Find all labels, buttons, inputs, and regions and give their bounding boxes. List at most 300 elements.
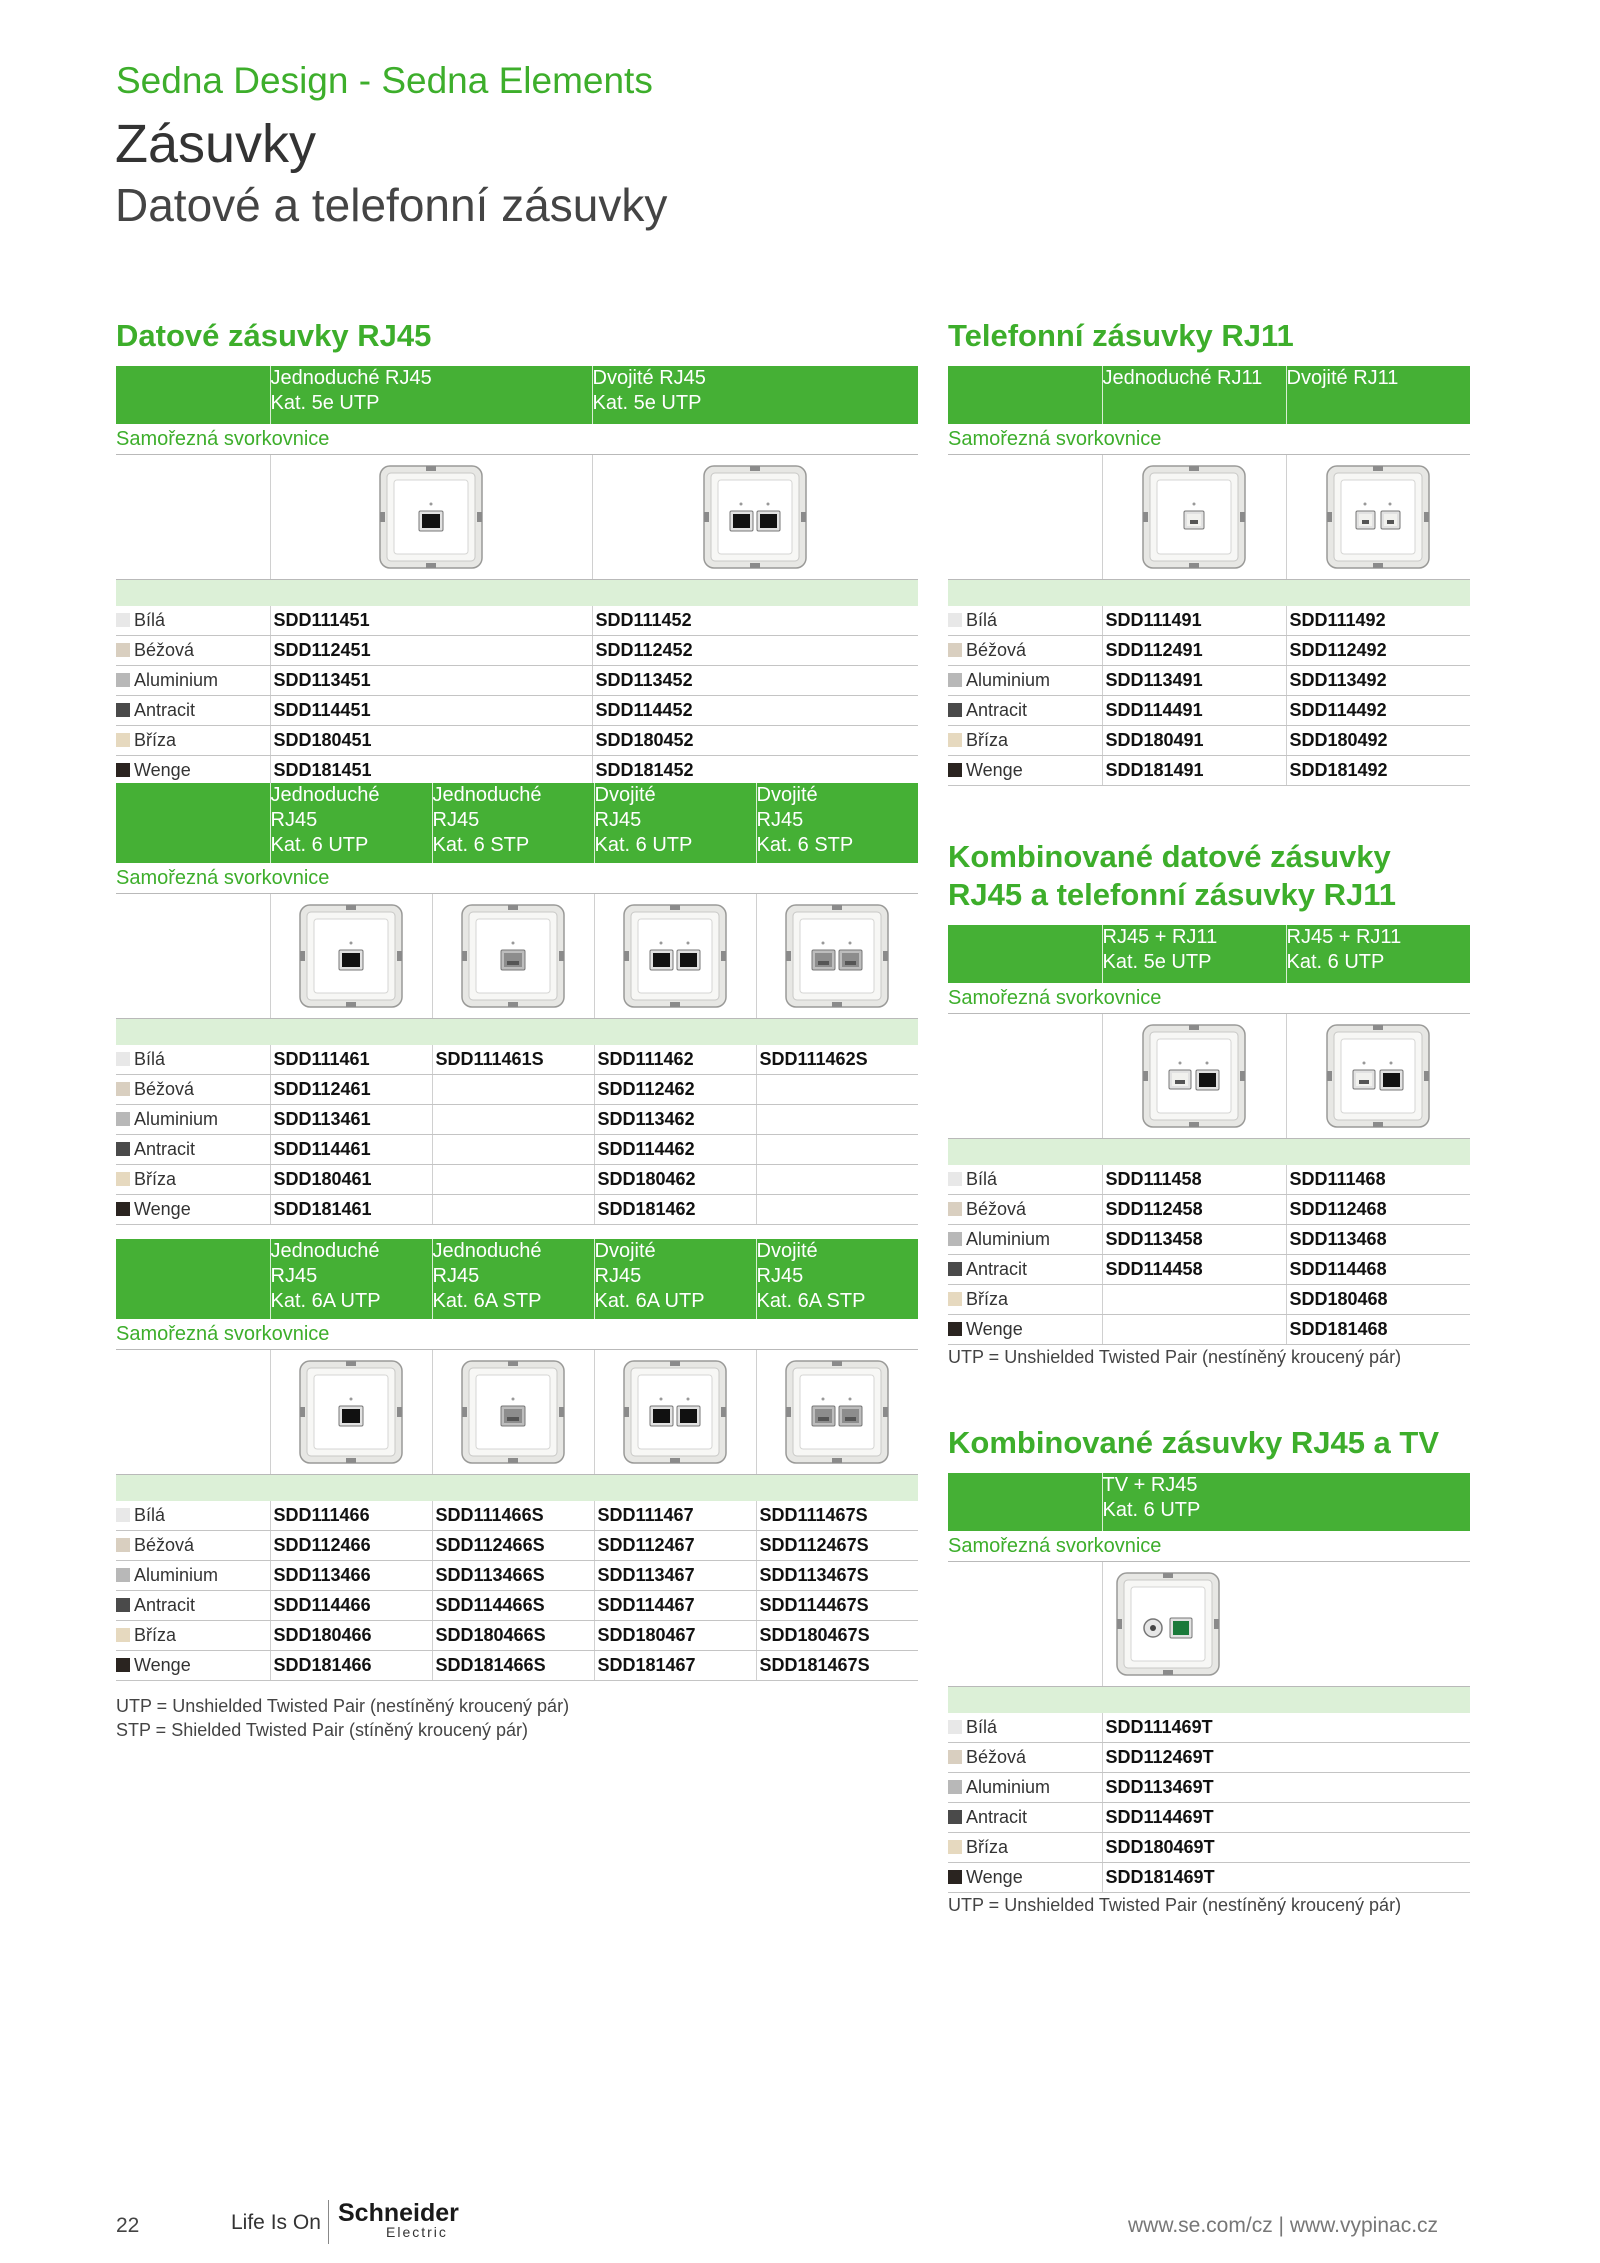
color-label [948,726,1102,756]
color-swatch [116,1538,130,1552]
color-label [948,606,1102,636]
rj45-cat6a-header-0: Jednoduché RJ45 Kat. 6A UTP [270,1239,432,1319]
color-label [948,1315,1102,1345]
rj45-cat6a-socket-image-3 [756,1350,918,1475]
product-code [756,1165,918,1195]
table-row [948,1285,1470,1315]
color-swatch [116,1172,130,1186]
table-row [948,1833,1470,1863]
color-name: Aluminium [966,670,1051,690]
color-swatch [948,1840,962,1854]
footer-divider [328,2200,329,2244]
color-label [948,756,1102,786]
rj11-header-1: Dvojité RJ11 [1286,366,1470,424]
product-code: SDD113492 [1286,666,1470,696]
color-swatch [116,1628,130,1642]
color-swatch [116,613,130,627]
product-code: SDD181452 [592,756,918,786]
color-swatch [116,1508,130,1522]
table-row [116,1651,918,1681]
product-code: SDD114462 [594,1135,756,1165]
rj45-note-stp: STP = Shielded Twisted Pair (stíněný kroucený pár) [116,1720,529,1740]
rj45-cat6-header-3: Dvojité RJ45 Kat. 6 STP [756,783,918,863]
rj45-cat5e-header-0: Jednoduché RJ45 Kat. 5e UTP [270,366,592,424]
rj45-cat6-socket-image-2 [594,894,756,1019]
table-row [116,1621,918,1651]
product-code: SDD112491 [1102,636,1286,666]
table-row [948,1773,1470,1803]
logo-sub-text: Electric [386,2224,448,2240]
table-row [948,1743,1470,1773]
product-code: SDD181469T [1102,1863,1470,1893]
color-name: Aluminium [134,1565,219,1585]
product-code: SDD112451 [270,636,592,666]
rj45-cat5e-socket-image-1 [592,455,918,580]
color-name: Antracit [966,700,1028,720]
table-row [948,1255,1470,1285]
color-label [948,1225,1102,1255]
table-row [948,1863,1470,1893]
rj45-cat5e-header-1: Dvojité RJ45 Kat. 5e UTP [592,366,918,424]
product-code: SDD113467S [756,1561,918,1591]
product-code [756,1105,918,1135]
product-code: SDD113452 [592,666,918,696]
product-code: SDD112462 [594,1075,756,1105]
product-code: SDD114467 [594,1591,756,1621]
color-swatch [948,1172,962,1186]
color-swatch [948,1720,962,1734]
color-name: Aluminium [134,1109,219,1129]
product-code: SDD112469T [1102,1743,1470,1773]
color-label [948,1803,1102,1833]
color-name: Antracit [966,1259,1028,1279]
rj45-cat6-socket-image-1 [432,894,594,1019]
color-name: Béžová [966,640,1027,660]
color-name: Wenge [966,760,1023,780]
tv-header-blank [948,1473,1102,1531]
rj45-cat6-header-0: Jednoduché RJ45 Kat. 6 UTP [270,783,432,863]
brand-heading: Sedna Design - Sedna Elements [116,60,653,101]
color-name: Bílá [966,1717,998,1737]
color-swatch [116,1082,130,1096]
rj45-cat6a-header-3: Dvojité RJ45 Kat. 6A STP [756,1239,918,1319]
product-code: SDD111469T [1102,1713,1470,1743]
table-row [116,1105,918,1135]
rj11-header-blank [948,366,1102,424]
color-label [116,1195,270,1225]
product-code: SDD180466 [270,1621,432,1651]
color-label [116,756,270,786]
page-subtitle: Datové a telefonní zásuvky [115,179,668,231]
combo-spacer [948,1139,1470,1166]
product-code: SDD180462 [594,1165,756,1195]
rj45-cat6a-socket-image-1 [432,1350,594,1475]
table-row [948,696,1470,726]
logo-main-text: Schneider [338,2199,459,2227]
table-row [948,666,1470,696]
color-name: Wenge [134,1199,191,1219]
color-swatch [948,733,962,747]
combo-socket-image-0 [1102,1014,1286,1139]
color-label [116,1531,270,1561]
rj45-cat5e-header-blank [116,366,270,424]
table-row [948,756,1470,786]
product-code [432,1075,594,1105]
combo-table [948,925,1470,1345]
color-label [948,696,1102,726]
color-name: Béžová [134,640,195,660]
rj11-terminal-label: Samořezná svorkovnice [948,424,1470,455]
color-label [116,1561,270,1591]
product-code: SDD111462 [594,1045,756,1075]
life-is-on-logo: Life Is On [231,2211,321,2234]
rj11-spacer [948,580,1470,607]
combo-note: UTP = Unshielded Twisted Pair (nestíněný kroucený pár) [948,1347,1402,1367]
table-row [116,1591,918,1621]
table-row [948,606,1470,636]
rj45-cat6a-socket-image-0 [270,1350,432,1475]
color-swatch [948,1810,962,1824]
color-swatch [948,643,962,657]
tv-header-0: TV + RJ45 Kat. 6 UTP [1102,1473,1470,1531]
combo-terminal-label: Samořezná svorkovnice [948,983,1470,1014]
color-label [116,636,270,666]
color-swatch [116,1112,130,1126]
product-code: SDD180452 [592,726,918,756]
schneider-logo [338,2199,459,2240]
product-code: SDD180467S [756,1621,918,1651]
product-code [432,1195,594,1225]
color-name: Wenge [966,1867,1023,1887]
product-code: SDD114466 [270,1591,432,1621]
rj45-cat5e-spacer [116,580,918,607]
color-name: Bílá [134,1049,166,1069]
product-code: SDD180451 [270,726,592,756]
table-row [116,1195,918,1225]
table-row [116,636,918,666]
table-row [116,1561,918,1591]
rj45-cat6a-socket-image-2 [594,1350,756,1475]
product-code: SDD112458 [1102,1195,1286,1225]
color-swatch [948,1262,962,1276]
product-code: SDD181466 [270,1651,432,1681]
product-code: SDD114452 [592,696,918,726]
color-swatch [116,1598,130,1612]
color-name: Bílá [134,610,166,630]
product-code: SDD114451 [270,696,592,726]
table-row [116,1501,918,1531]
color-name: Bříza [134,1625,177,1645]
product-code: SDD113468 [1286,1225,1470,1255]
product-code: SDD113466S [432,1561,594,1591]
product-code: SDD114492 [1286,696,1470,726]
rj45-cat6a-header-2: Dvojité RJ45 Kat. 6A UTP [594,1239,756,1319]
color-label [116,696,270,726]
color-name: Bříza [134,1169,177,1189]
color-label [948,1165,1102,1195]
combo-header-blank [948,925,1102,983]
rj45-table-cat6 [116,783,918,1225]
color-swatch [948,1232,962,1246]
color-label [116,1075,270,1105]
product-code: SDD114466S [432,1591,594,1621]
color-swatch [948,1292,962,1306]
product-code: SDD181461 [270,1195,432,1225]
product-code: SDD180468 [1286,1285,1470,1315]
product-code: SDD181451 [270,756,592,786]
color-label [116,1591,270,1621]
product-code: SDD111458 [1102,1165,1286,1195]
color-name: Wenge [966,1319,1023,1339]
product-code: SDD111462S [756,1045,918,1075]
table-row [116,1531,918,1561]
rj45-cat6-header-blank [116,783,270,863]
color-swatch [116,673,130,687]
color-swatch [116,703,130,717]
rj45-cat5e-socket-image-0 [270,455,592,580]
product-code [432,1105,594,1135]
rj45-cat6-socket-image-3 [756,894,918,1019]
color-name: Antracit [966,1807,1028,1827]
table-row [116,1165,918,1195]
color-label [116,1651,270,1681]
product-code [756,1195,918,1225]
product-code: SDD111468 [1286,1165,1470,1195]
color-swatch [116,1202,130,1216]
product-code: SDD180467 [594,1621,756,1651]
product-code: SDD181467S [756,1651,918,1681]
color-swatch [116,1142,130,1156]
product-code: SDD113462 [594,1105,756,1135]
product-code: SDD111461S [432,1045,594,1075]
product-code: SDD181466S [432,1651,594,1681]
table-row [948,1225,1470,1255]
color-label [116,1135,270,1165]
color-swatch [116,643,130,657]
product-code: SDD112468 [1286,1195,1470,1225]
color-swatch [948,763,962,777]
rj45-cat6a-spacer [116,1475,918,1502]
rj11-header-0: Jednoduché RJ11 [1102,366,1286,424]
website-links: www.se.com/cz | www.vypinac.cz [1128,2214,1439,2237]
tv-note: UTP = Unshielded Twisted Pair (nestíněný kroucený pár) [948,1895,1402,1915]
product-code [1102,1315,1286,1345]
product-code: SDD113466 [270,1561,432,1591]
table-row [116,756,918,786]
product-code: SDD180469T [1102,1833,1470,1863]
color-label [948,1773,1102,1803]
rj45-cat5e-terminal-label: Samořezná svorkovnice [116,424,918,455]
color-name: Aluminium [966,1229,1051,1249]
product-code: SDD114461 [270,1135,432,1165]
product-code: SDD112467S [756,1531,918,1561]
rj45-cat6-header-1: Jednoduché RJ45 Kat. 6 STP [432,783,594,863]
rj45-cat6-spacer [116,1019,918,1046]
product-code: SDD114469T [1102,1803,1470,1833]
color-name: Bílá [966,1169,998,1189]
product-code: SDD112466 [270,1531,432,1561]
rj11-socket-image-0 [1102,455,1286,580]
product-code: SDD112467 [594,1531,756,1561]
product-code: SDD111467 [594,1501,756,1531]
product-code: SDD113461 [270,1105,432,1135]
product-code: SDD112466S [432,1531,594,1561]
color-label [948,636,1102,666]
product-code: SDD181467 [594,1651,756,1681]
color-label [948,1285,1102,1315]
combo-header-1: RJ45 + RJ11 Kat. 6 UTP [1286,925,1470,983]
color-name: Béžová [966,1747,1027,1767]
color-label [948,1195,1102,1225]
color-name: Bříza [966,1837,1009,1857]
product-code: SDD111467S [756,1501,918,1531]
product-code: SDD111451 [270,606,592,636]
color-swatch [116,733,130,747]
rj45-cat6a-header-1: Jednoduché RJ45 Kat. 6A STP [432,1239,594,1319]
table-row [948,1195,1470,1225]
color-swatch [116,1052,130,1066]
product-code: SDD180461 [270,1165,432,1195]
product-code: SDD113451 [270,666,592,696]
tv-spacer [948,1687,1470,1714]
color-label [948,1713,1102,1743]
product-code: SDD180491 [1102,726,1286,756]
table-row [116,726,918,756]
color-name: Wenge [134,1655,191,1675]
color-name: Antracit [134,1595,196,1615]
product-code: SDD181491 [1102,756,1286,786]
rj45-table-cat5e [116,366,918,786]
rj45-cat6a-header-blank [116,1239,270,1319]
rj45-section-title: Datové zásuvky RJ45 [116,318,432,353]
rj45-cat6-terminal-label: Samořezná svorkovnice [116,863,918,894]
combo-section-title-line1: Kombinované datové zásuvky [948,839,1391,874]
rj45-cat6a-terminal-label: Samořezná svorkovnice [116,1319,918,1350]
product-code: SDD180466S [432,1621,594,1651]
table-row [948,636,1470,666]
color-name: Aluminium [966,1777,1051,1797]
color-swatch [116,763,130,777]
color-label [116,1501,270,1531]
product-code: SDD113469T [1102,1773,1470,1803]
table-row [948,726,1470,756]
table-row [116,1135,918,1165]
product-code: SDD181462 [594,1195,756,1225]
color-label [948,1743,1102,1773]
product-code: SDD114467S [756,1591,918,1621]
table-row [948,1713,1470,1743]
product-code: SDD112492 [1286,636,1470,666]
product-code: SDD111461 [270,1045,432,1075]
color-name: Aluminium [134,670,219,690]
rj11-socket-image-1 [1286,455,1470,580]
color-label [116,1045,270,1075]
page-title: Zásuvky [115,114,317,174]
color-name: Bílá [134,1505,166,1525]
color-name: Bříza [966,730,1009,750]
product-code: SDD113491 [1102,666,1286,696]
combo-socket-image-1 [1286,1014,1470,1139]
table-row [116,1045,918,1075]
product-code [756,1075,918,1105]
color-label [948,1255,1102,1285]
rj45-cat6-socket-image-0 [270,894,432,1019]
page-number: 22 [116,2214,140,2237]
color-swatch [116,1568,130,1582]
product-code: SDD111491 [1102,606,1286,636]
product-code [432,1135,594,1165]
color-label [116,666,270,696]
table-row [116,666,918,696]
color-label [116,1621,270,1651]
table-row [948,1803,1470,1833]
table-row [116,1075,918,1105]
product-code [432,1165,594,1195]
product-code: SDD114468 [1286,1255,1470,1285]
rj45-note-utp: UTP = Unshielded Twisted Pair (nestíněný kroucený pár) [116,1696,570,1716]
product-code: SDD111492 [1286,606,1470,636]
color-name: Antracit [134,1139,196,1159]
product-code: SDD181468 [1286,1315,1470,1345]
color-swatch [948,1322,962,1336]
color-label [948,1863,1102,1893]
combo-header-0: RJ45 + RJ11 Kat. 5e UTP [1102,925,1286,983]
product-code: SDD114458 [1102,1255,1286,1285]
combo-section-title-line2: RJ45 a telefonní zásuvky RJ11 [948,877,1397,912]
color-name: Bílá [966,610,998,630]
color-swatch [948,1780,962,1794]
product-code: SDD114491 [1102,696,1286,726]
product-code: SDD112452 [592,636,918,666]
tv-terminal-label: Samořezná svorkovnice [948,1531,1470,1562]
tv-socket-image-0 [1102,1562,1470,1687]
tv-section-title: Kombinované zásuvky RJ45 a TV [948,1425,1440,1460]
rj45-table-cat6a [116,1239,918,1681]
color-name: Béžová [134,1535,195,1555]
color-name: Bříza [966,1289,1009,1309]
color-swatch [948,1202,962,1216]
tv-table [948,1473,1470,1893]
color-name: Béžová [966,1199,1027,1219]
product-code: SDD112461 [270,1075,432,1105]
color-swatch [948,1750,962,1764]
color-swatch [948,673,962,687]
product-code [1102,1285,1286,1315]
product-code: SDD111466S [432,1501,594,1531]
color-name: Bříza [134,730,177,750]
rj11-section-title: Telefonní zásuvky RJ11 [948,318,1294,353]
product-code: SDD111452 [592,606,918,636]
color-label [116,1165,270,1195]
color-name: Wenge [134,760,191,780]
color-name: Antracit [134,700,196,720]
table-row [116,696,918,726]
table-row [116,606,918,636]
rj45-cat6-header-2: Dvojité RJ45 Kat. 6 UTP [594,783,756,863]
product-code: SDD111466 [270,1501,432,1531]
color-swatch [116,1658,130,1672]
product-code: SDD113458 [1102,1225,1286,1255]
product-code [756,1135,918,1165]
color-swatch [948,703,962,717]
color-label [948,666,1102,696]
rj11-table [948,366,1470,786]
color-label [116,726,270,756]
color-swatch [948,613,962,627]
color-label [948,1833,1102,1863]
table-row [948,1165,1470,1195]
product-code: SDD181492 [1286,756,1470,786]
